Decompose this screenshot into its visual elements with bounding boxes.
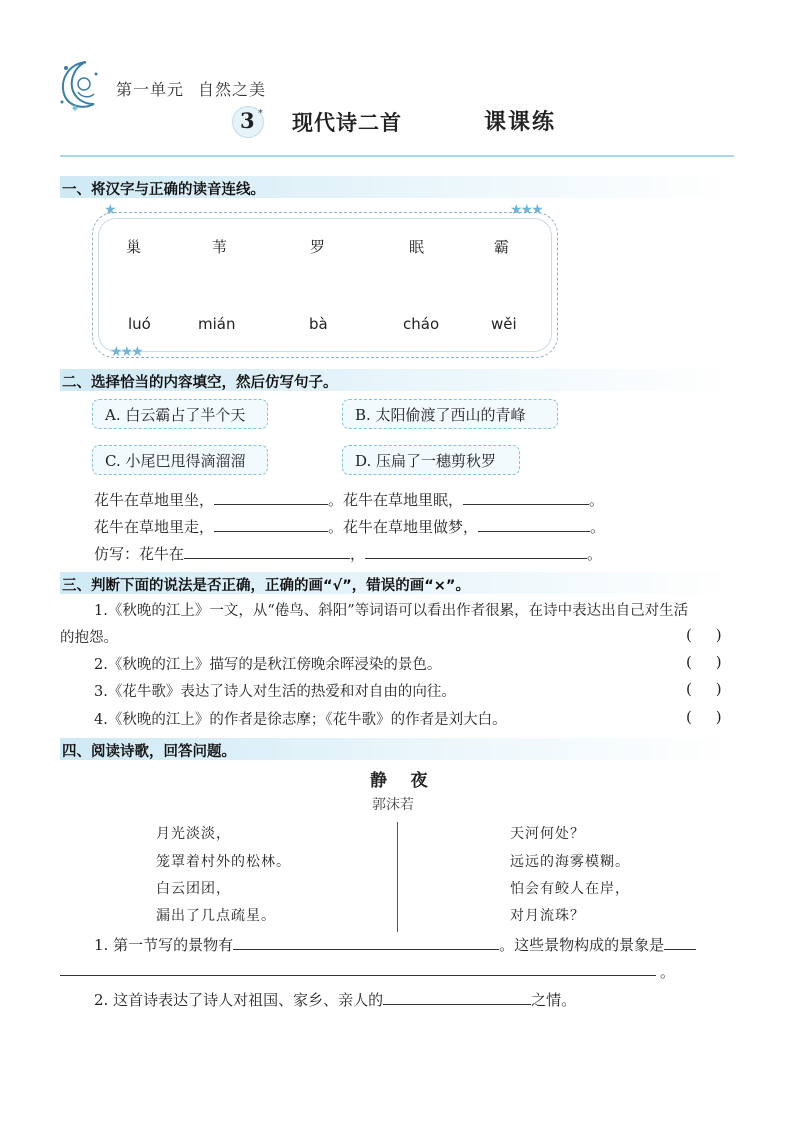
question-2 bbox=[94, 989, 576, 1010]
lesson-mark: * bbox=[258, 108, 263, 119]
character-5[interactable]: 霸 bbox=[494, 238, 510, 256]
header-divider bbox=[60, 155, 734, 157]
poem-line: 笼罩着村外的松林。 bbox=[156, 854, 291, 870]
star-decoration-icon: ★★★ bbox=[110, 344, 142, 360]
fill-line-2 bbox=[94, 516, 605, 537]
poem-title: 静 夜 bbox=[370, 771, 428, 791]
practice-label: 课课练 bbox=[484, 110, 557, 135]
option-d[interactable]: D. 压扁了一穗剪秋罗 bbox=[342, 445, 520, 475]
judge-item-4: 4.《秋晚的江上》的作者是徐志摩；《花牛歌》的作者是刘大白。 bbox=[94, 712, 507, 728]
poem-line: 对月流珠？ bbox=[510, 908, 585, 924]
answer-parens-2[interactable]: ( ) bbox=[686, 653, 722, 671]
answer-line[interactable] bbox=[60, 975, 656, 976]
pinyin-3[interactable]: bà bbox=[309, 315, 328, 333]
question-1 bbox=[94, 934, 696, 955]
unit-heading bbox=[116, 77, 266, 100]
pinyin-4[interactable]: cháo bbox=[403, 315, 440, 333]
pinyin-1[interactable]: luó bbox=[128, 315, 151, 333]
character-2[interactable]: 苇 bbox=[212, 238, 228, 256]
fill-line-1-part-a: 花牛在草地里坐， bbox=[94, 491, 215, 509]
question-2-part-b: 之情。 bbox=[531, 991, 577, 1009]
answer-blank[interactable] bbox=[233, 935, 499, 950]
question-1-part-a: 1. 第一节写的景物有 bbox=[94, 936, 234, 954]
pinyin-2[interactable]: mián bbox=[198, 315, 236, 333]
fill-line-1 bbox=[94, 489, 604, 510]
lesson-number: 3 bbox=[240, 108, 255, 133]
question-1-part-b: 。这些景物构成的景象是 bbox=[499, 936, 665, 954]
star-decoration-icon: ★★★ bbox=[510, 202, 542, 218]
lesson-title: 现代诗二首 bbox=[292, 110, 402, 135]
poem-author: 郭沫若 bbox=[372, 797, 414, 813]
imitation-line bbox=[94, 543, 602, 564]
answer-blank[interactable] bbox=[383, 990, 531, 1005]
moon-rabbit-logo-icon bbox=[56, 58, 104, 112]
section1-title: 一、将汉字与正确的读音连线。 bbox=[62, 182, 265, 198]
section3-title: 三、判断下面的说法是否正确，正确的画“√”，错误的画“×”。 bbox=[62, 578, 470, 594]
fill-line-1-end: 。 bbox=[589, 491, 605, 509]
pinyin-5[interactable]: wěi bbox=[491, 315, 517, 333]
poem-line: 漏出了几点疏星。 bbox=[156, 908, 276, 924]
fill-line-1-part-b: 。花牛在草地里眠， bbox=[328, 491, 464, 509]
judge-item-2: 2.《秋晚的江上》描写的是秋江傍晚余晖浸染的景色。 bbox=[94, 657, 442, 673]
fill-line-2-part-a: 花牛在草地里走， bbox=[94, 518, 215, 536]
imitation-part-b: ， bbox=[350, 545, 366, 563]
answer-blank[interactable] bbox=[214, 490, 328, 505]
character-3[interactable]: 罗 bbox=[310, 238, 326, 256]
fill-line-2-part-b: 。花牛在草地里做梦， bbox=[328, 518, 479, 536]
poem-line: 月光淡淡， bbox=[156, 826, 231, 842]
answer-blank[interactable] bbox=[478, 517, 590, 532]
judge-item-3: 3.《花牛歌》表达了诗人对生活的热爱和对自由的向往。 bbox=[94, 684, 456, 700]
option-a[interactable]: A. 白云霸占了半个天 bbox=[92, 399, 268, 429]
answer-blank[interactable] bbox=[365, 544, 587, 559]
answer-blank[interactable] bbox=[214, 517, 328, 532]
character-4[interactable]: 眠 bbox=[409, 238, 425, 256]
judge-item-1-cont: 的抱怨。 bbox=[60, 630, 118, 646]
answer-blank[interactable] bbox=[664, 935, 696, 950]
answer-blank[interactable] bbox=[184, 544, 350, 559]
judge-item-1: 1.《秋晚的江上》一文，从“倦鸟、斜阳”等词语可以看出作者很累，在诗中表达出自己对生活 bbox=[94, 603, 689, 619]
option-b[interactable]: B. 太阳偷渡了西山的青峰 bbox=[342, 399, 558, 429]
question-2-part-a: 2. 这首诗表达了诗人对祖国、家乡、亲人的 bbox=[94, 991, 384, 1009]
fill-line-2-end: 。 bbox=[590, 518, 606, 536]
answer-parens-3[interactable]: ( ) bbox=[686, 680, 722, 698]
poem-line: 远远的海雾模糊。 bbox=[510, 854, 630, 870]
answer-parens-4[interactable]: ( ) bbox=[686, 708, 722, 726]
imitation-part-a: 仿写：花牛在 bbox=[94, 545, 185, 563]
poem-line: 天河何处？ bbox=[510, 826, 585, 842]
poem-divider bbox=[397, 822, 398, 932]
unit-label: 第一单元 bbox=[116, 80, 185, 99]
answer-parens-1[interactable]: ( ) bbox=[686, 626, 722, 644]
poem-line: 怕会有鲛人在岸， bbox=[510, 881, 630, 897]
option-c[interactable]: C. 小尾巴甩得滴溜溜 bbox=[92, 445, 268, 475]
imitation-end: 。 bbox=[587, 545, 603, 563]
section2-title: 二、选择恰当的内容填空，然后仿写句子。 bbox=[62, 375, 338, 391]
answer-blank[interactable] bbox=[463, 490, 589, 505]
question-1-end: 。 bbox=[660, 963, 676, 981]
character-1[interactable]: 巢 bbox=[126, 238, 142, 256]
unit-theme: 自然之美 bbox=[198, 80, 267, 99]
star-decoration-icon: ★ bbox=[104, 202, 115, 218]
section4-title: 四、阅读诗歌，回答问题。 bbox=[62, 744, 236, 760]
poem-line: 白云团团， bbox=[156, 881, 231, 897]
